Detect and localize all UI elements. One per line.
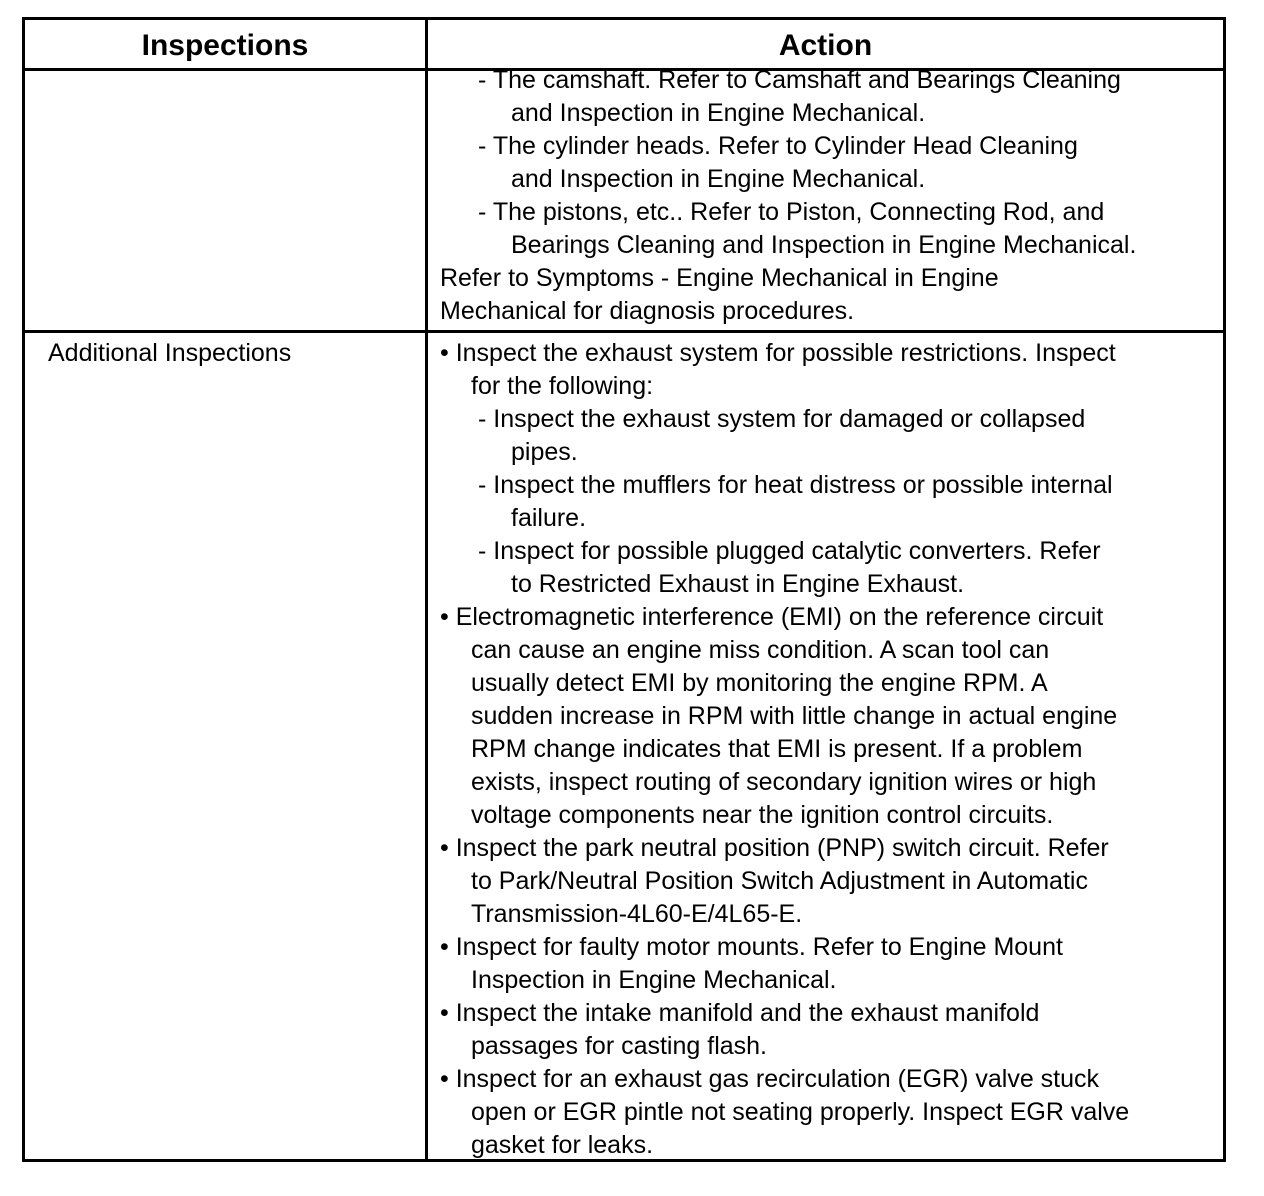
action-line: - Inspect for possible plugged catalytic converters. Refer — [478, 537, 1101, 565]
action-line: • Inspect the intake manifold and the exhaust manifold — [440, 999, 1040, 1027]
action-line: open or EGR pintle not seating properly. Inspect EGR valve — [471, 1098, 1130, 1126]
action-line: passages for casting flash. — [471, 1032, 767, 1060]
action-line: gasket for leaks. — [471, 1131, 654, 1159]
action-line: pipes. — [511, 438, 578, 466]
action-line: RPM change indicates that EMI is present. If a problem — [471, 735, 1083, 763]
header-inspections: Inspections — [141, 29, 309, 62]
action-line: and Inspection in Engine Mechanical. — [511, 165, 926, 193]
action-line: sudden increase in RPM with little change in actual engine — [471, 702, 1118, 730]
header-action: Action — [778, 29, 873, 62]
action-line: exists, inspect routing of secondary ignition wires or high — [471, 768, 1097, 796]
action-line: and Inspection in Engine Mechanical. — [511, 99, 926, 127]
action-line: to Park/Neutral Position Switch Adjustment in Automatic — [471, 867, 1088, 895]
action-line: voltage components near the ignition control circuits. — [471, 801, 1054, 829]
action-line: for the following: — [471, 372, 654, 400]
action-line: - The pistons, etc.. Refer to Piston, Connecting Rod, and — [478, 198, 1105, 226]
action-line: - The cylinder heads. Refer to Cylinder Head Cleaning — [478, 132, 1078, 160]
action-line: usually detect EMI by monitoring the engine RPM. A — [471, 669, 1048, 697]
action-line: Mechanical for diagnosis procedures. — [440, 297, 855, 325]
action-line: can cause an engine miss condition. A scan tool can — [471, 636, 1050, 664]
action-line: Bearings Cleaning and Inspection in Engine Mechanical. — [511, 231, 1137, 259]
action-line: - Inspect the exhaust system for damaged or collapsed — [478, 405, 1086, 433]
action-line: • Inspect the park neutral position (PNP) switch circuit. Refer — [440, 834, 1109, 862]
action-line: to Restricted Exhaust in Engine Exhaust. — [511, 570, 965, 598]
action-line: - The camshaft. Refer to Camshaft and Bearings Cleaning — [478, 66, 1121, 94]
action-line: • Inspect the exhaust system for possible restrictions. Inspect — [440, 339, 1116, 367]
inspection-table — [22, 17, 1226, 1162]
row-2-inspection: Additional Inspections — [48, 339, 292, 367]
action-line: • Inspect for faulty motor mounts. Refer to Engine Mount — [440, 933, 1063, 961]
action-line: - Inspect the mufflers for heat distress or possible internal — [478, 471, 1113, 499]
column-divider — [425, 20, 428, 1159]
action-line: Refer to Symptoms - Engine Mechanical in Engine — [440, 264, 999, 292]
action-line: • Inspect for an exhaust gas recirculation (EGR) valve stuck — [440, 1065, 1100, 1093]
action-line: failure. — [511, 504, 587, 532]
action-line: • Electromagnetic interference (EMI) on the reference circuit — [440, 603, 1104, 631]
action-line: Inspection in Engine Mechanical. — [471, 966, 837, 994]
row-divider — [25, 330, 1223, 333]
action-line: Transmission-4L60-E/4L65-E. — [471, 900, 803, 928]
